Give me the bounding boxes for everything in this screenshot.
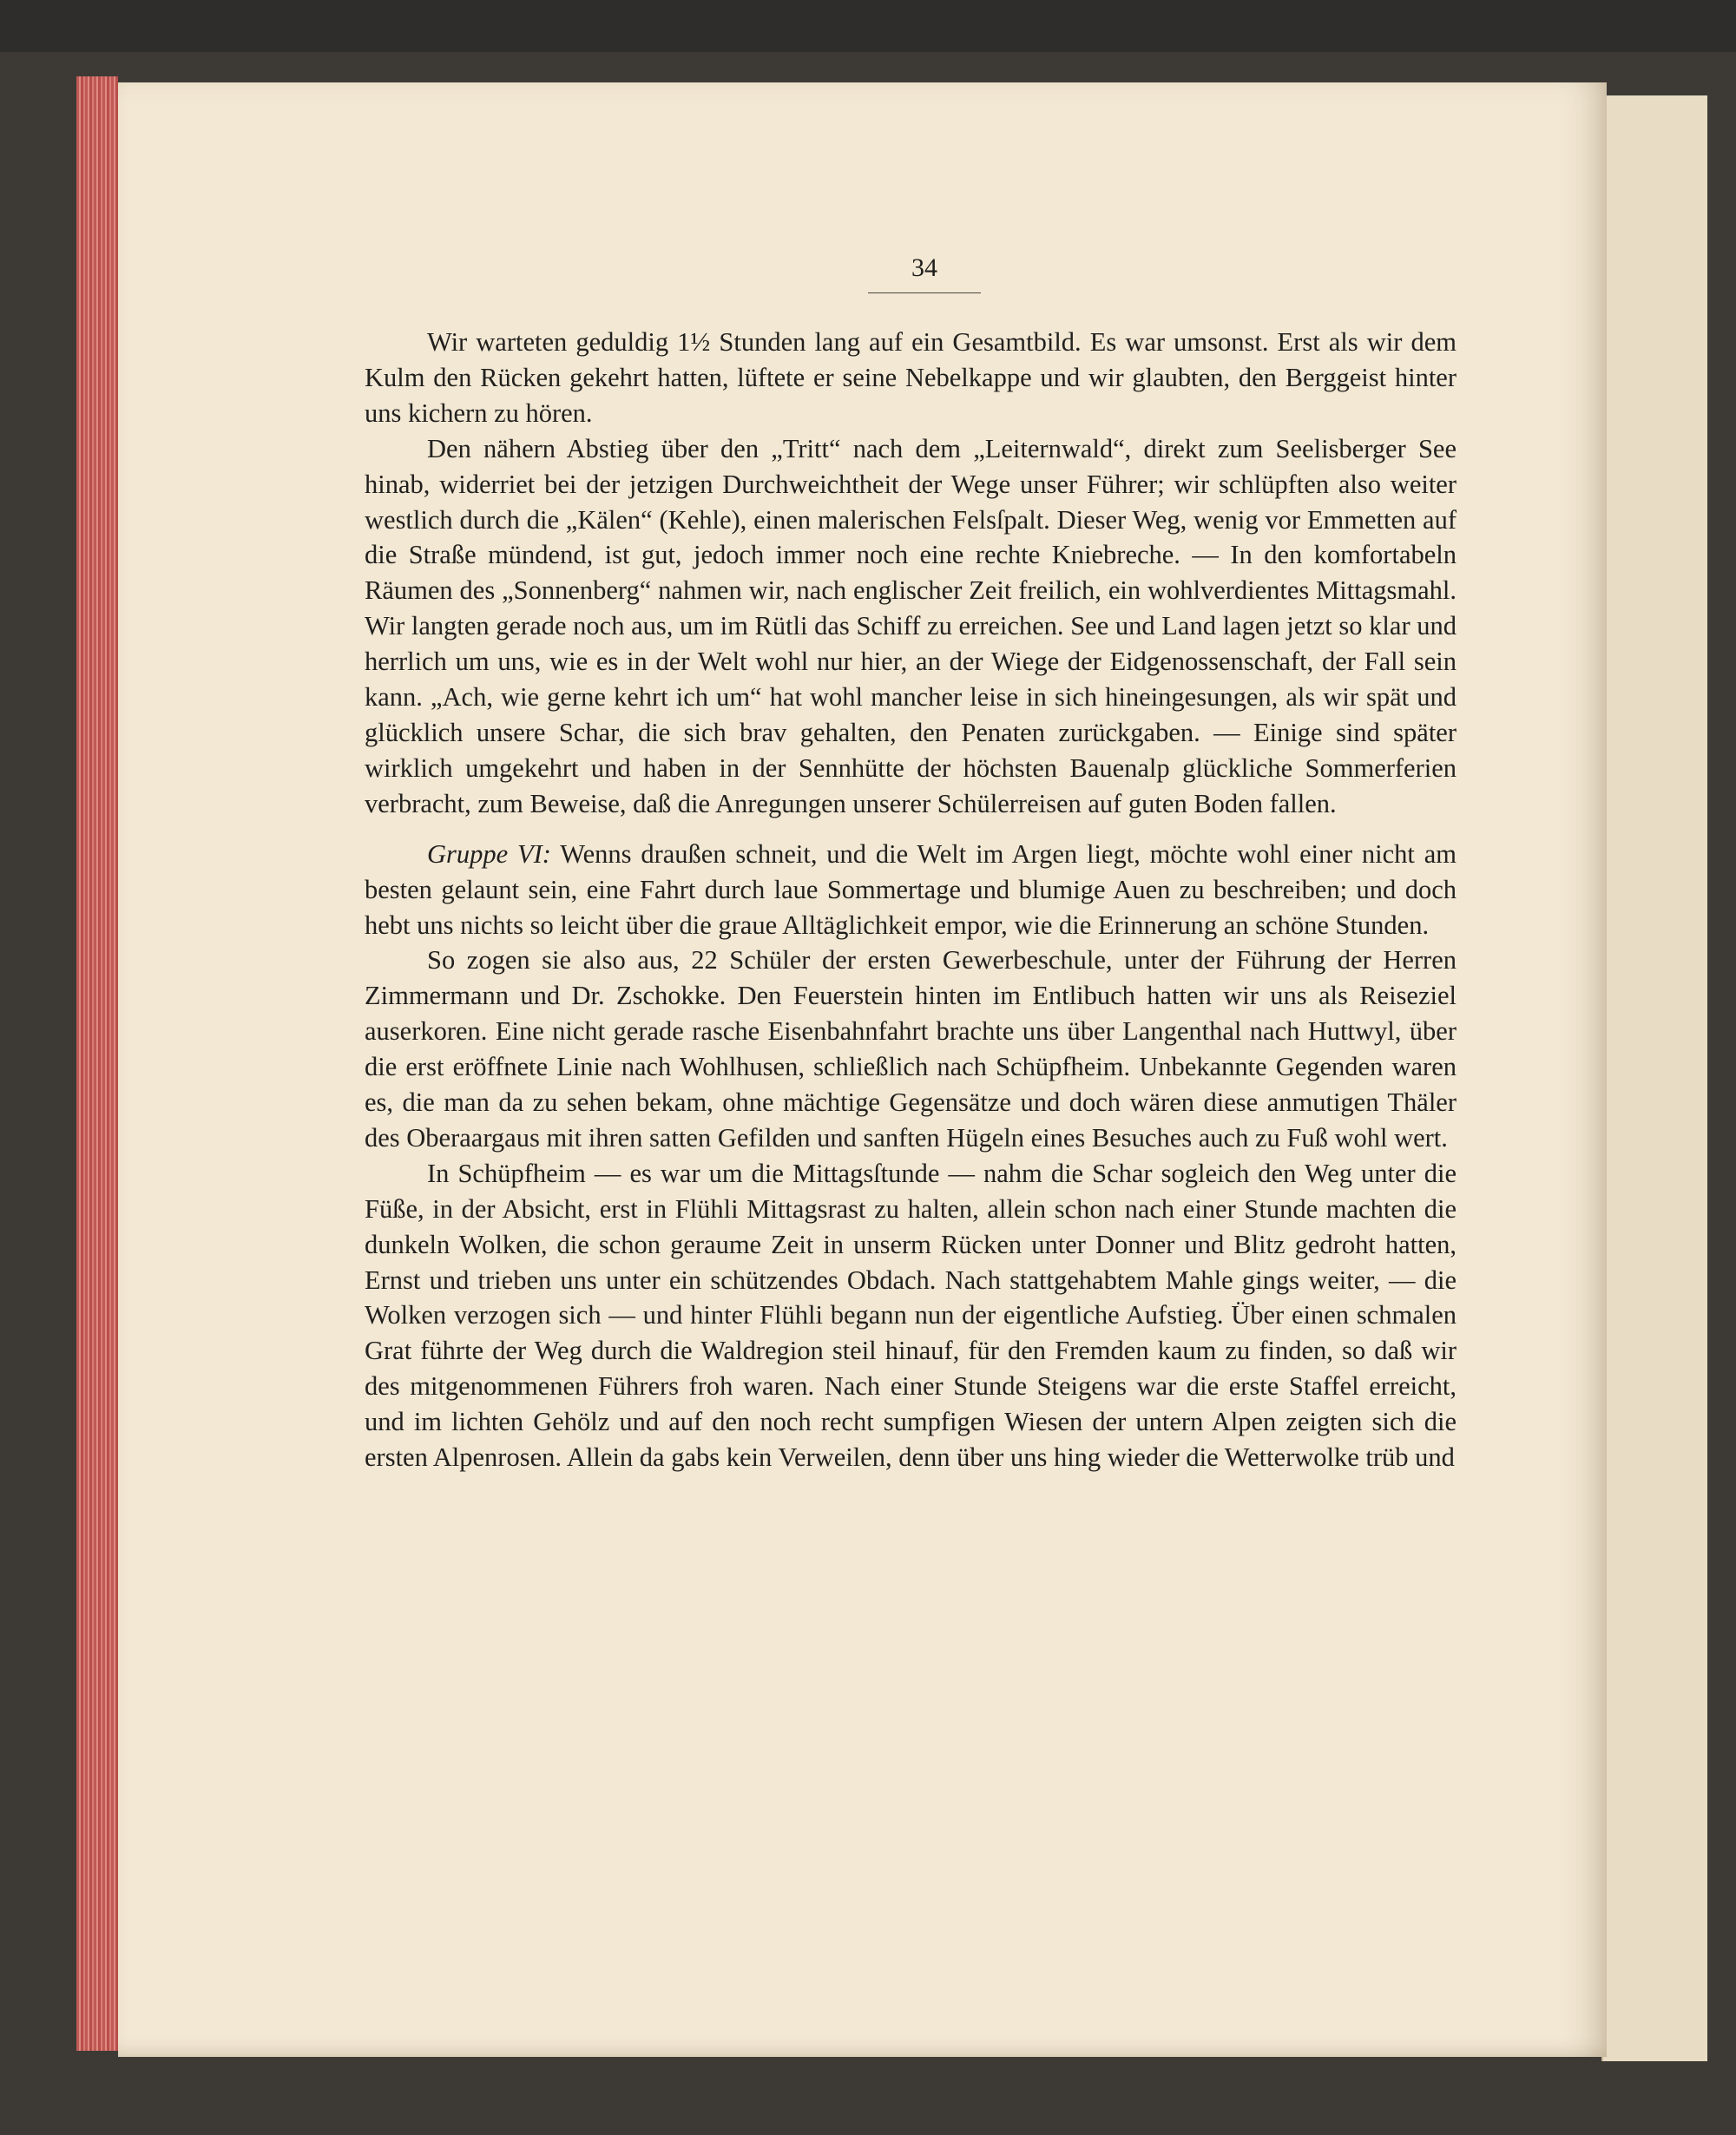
paragraph: Den nähern Abstieg über den „Tritt“ nach dem „Leiternwald“, direkt zum Seelisberger See hinab, widerriet bei der jetzigen Durchweichtheit der Wege unser Führer; wir schlüpften also weiter westlich durch die „Kälen“ (Kehle), einen malerischen Felsſpalt. Dieser Weg, wenig vor Emmetten auf die Straße mündend, ist gut, jedoch immer noch eine rechte Kniebreche. — In den komfortabeln Räumen des „Sonnenberg“ nahmen wir, nach englischer Zeit freilich, ein wohlverdientes Mittagsmahl. Wir langten gerade noch aus, um im Rütli das Schiff zu erreichen. See und Land lagen jetzt so klar und herrlich um uns, wie es in der Welt wohl nur hier, an der Wiege der Eidgenossenschaft, der Fall sein kann. „Ach, wie gerne kehrt ich um“ hat wohl mancher leise in sich hineingesungen, als wir spät und glücklich unsere Schar, die sich brav gehalten, den Penaten zurückgaben. — Einige sind später wirklich umgekehrt und haben in der Sennhütte der höchsten Bauenalp glückliche Sommerferien verbracht, zum Beweise, daß die Anregungen unserer Schülerreisen auf guten Boden fallen.: [365, 433, 1457, 818]
section-label: Gruppe VI:: [427, 838, 551, 869]
red-page-edges: [76, 76, 118, 2051]
section-paragraph: [365, 837, 1457, 943]
facing-page-edge: [1601, 95, 1707, 2061]
header-rule: [868, 292, 981, 293]
paragraph-text: Wenns draußen schneit, und die Welt im Argen liegt, möchte wohl einer nicht am besten gelaunt sein, eine Fahrt durch laue Sommertage und blumige Auen zu beschreiben; und doch hebt uns nichts so leicht über die graue Alltäglichkeit empor, wie die Erinnerung an schöne Stunden.: [365, 838, 1457, 940]
scan-backdrop: [0, 0, 1736, 52]
paragraph: So zogen sie also aus, 22 Schüler der ersten Gewerbeschule, unter der Führung der Herren Zimmermann und Dr. Zschokke. Den Feuerstein hinten im Entlibuch hatten wir uns als Reiseziel auserkoren. Eine nicht gerade rasche Eisenbahnfahrt brachte uns über Langenthal nach Huttwyl, über die erst eröffnete Linie nach Wohlhusen, schließlich nach Schüpfheim. Unbekannte Gegenden waren es, die man da zu sehen bekam, ohne mächtige Gegensätze und doch wären diese anmutigen Thäler des Oberaargaus mit ihren satten Gefilden und sanften Hügeln eines Besuches auch zu Fuß wohl wert.: [365, 945, 1457, 1153]
paragraph: In Schüpfheim — es war um die Mittagsſtunde — nahm die Schar sogleich den Weg unter die Füße, in der Absicht, erst in Flühli Mittagsrast zu halten, allein schon nach einer Stunde machten die dunkeln Wolken, die schon geraume Zeit in unserm Rücken unter Donner und Blitz gedroht hatten, Ernst und trieben uns unter ein schützendes Obdach. Nach stattgehabtem Mahle gings weiter, — die Wolken verzogen sich — und hinter Flühli begann nun der eigentliche Aufstieg. Über einen schmalen Grat führte der Weg durch die Waldregion steil hinauf, für den Fremden kaum zu finden, so daß wir des mitgenommenen Führers froh waren. Nach einer Stunde Steigens war die erste Staffel erreicht, und im lichten Gehölz und auf den noch recht sumpfigen Wiesen der untern Alpen zeigten sich die ersten Alpenrosen. Allein da gabs kein Verweilen, denn über uns hing wieder die Wetterwolke trüb und: [365, 1158, 1457, 1473]
page-number: 34: [911, 253, 937, 282]
paragraph: Wir warteten geduldig 1½ Stunden lang auf ein Gesamtbild. Es war umsonst. Erst als wir dem Kulm den Rücken gekehrt hatten, lüftete er seine Nebelkappe und wir glaubten, den Berggeist hinter uns kichern zu hören.: [365, 327, 1457, 428]
body-text: [365, 325, 1457, 1475]
